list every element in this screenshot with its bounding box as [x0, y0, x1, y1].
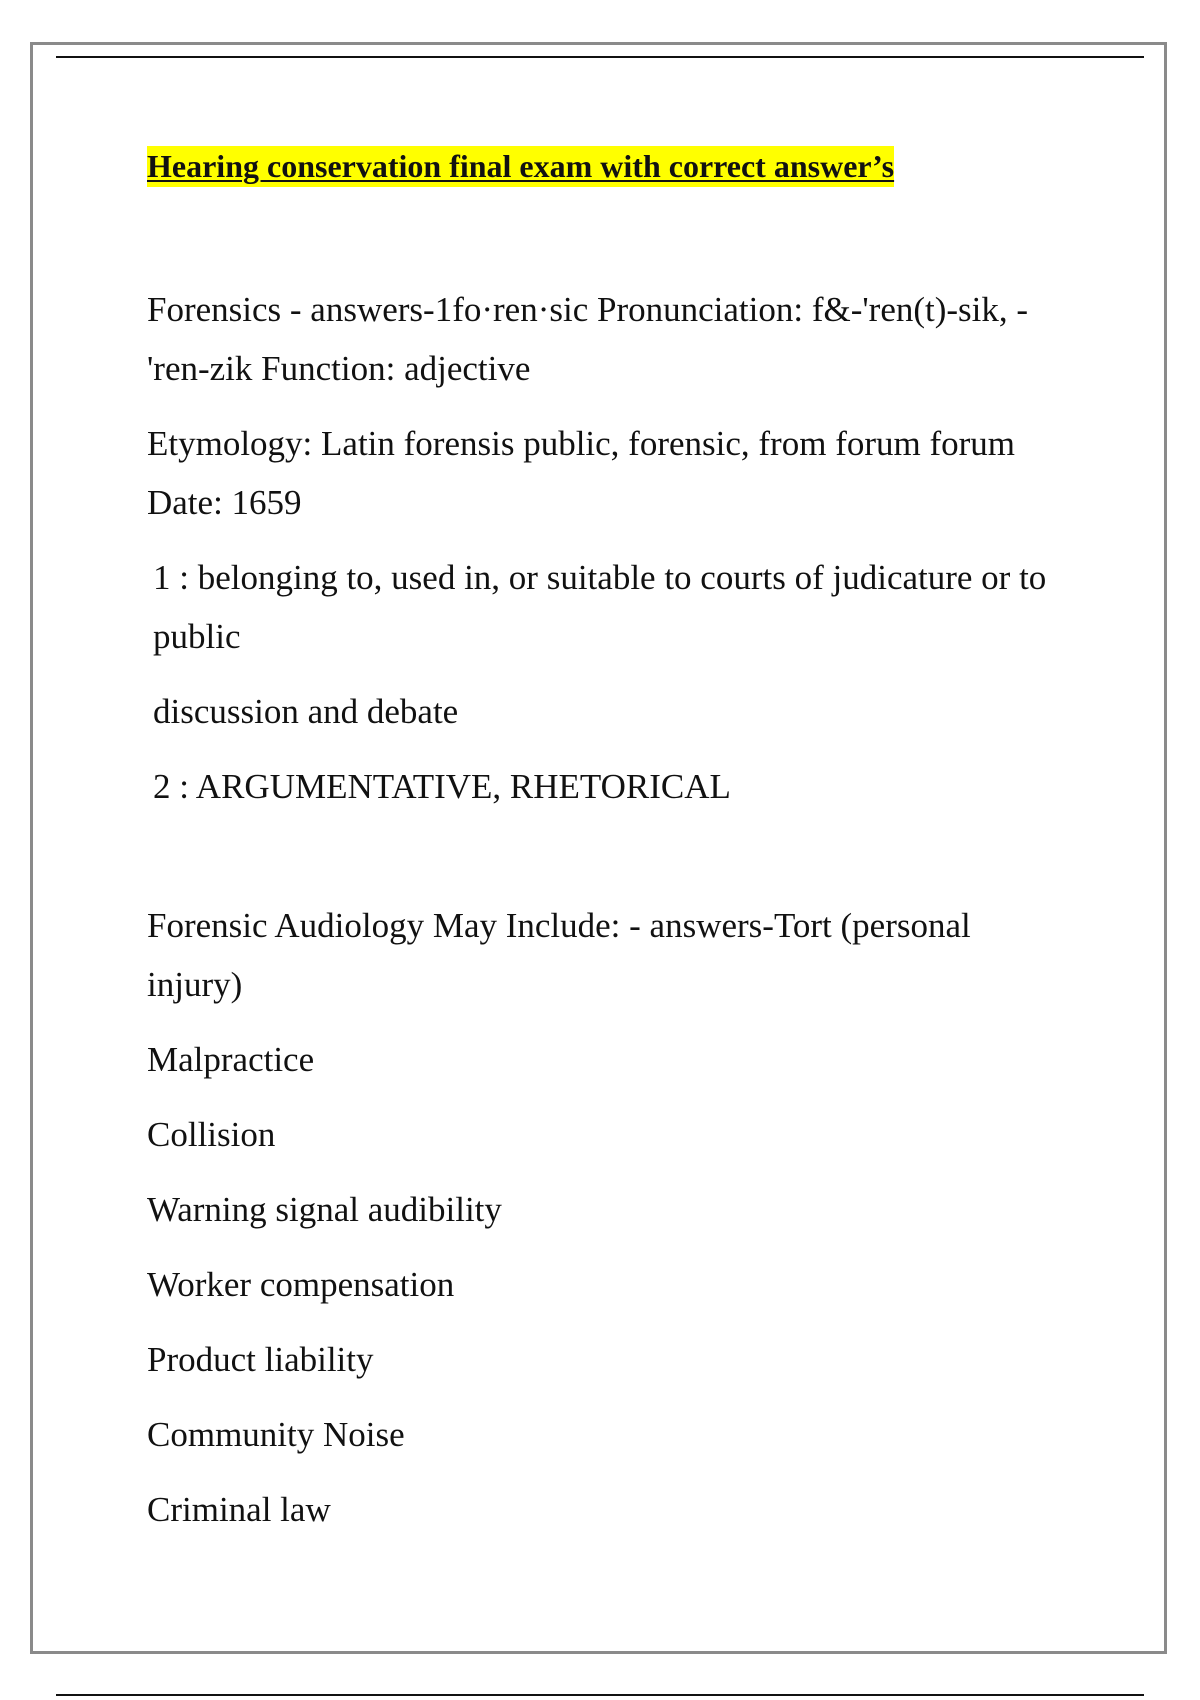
paragraph-definition-1-continued: discussion and debate	[153, 692, 459, 731]
list-item-collision: Collision	[147, 1115, 276, 1154]
paragraph-etymology: Etymology: Latin forensis public, forensic, from forum forum Date: 1659	[147, 424, 1016, 522]
list-item-worker-compensation: Worker compensation	[147, 1265, 455, 1304]
paragraph-forensics-definition: Forensics - answers-1fo·ren·sic Pronunciation: f&-'ren(t)-sik, -'ren-zik Function: adjective	[147, 290, 1029, 388]
list-item-product-liability: Product liability	[147, 1340, 374, 1379]
paragraph-definition-2: 2 : ARGUMENTATIVE, RHETORICAL	[153, 767, 731, 806]
list-item-warning-signal: Warning signal audibility	[147, 1190, 502, 1229]
list-item-criminal-law: Criminal law	[147, 1490, 331, 1529]
bottom-rule	[56, 1694, 1144, 1696]
list-item-malpractice: Malpractice	[147, 1040, 315, 1079]
paragraph-definition-1: 1 : belonging to, used in, or suitable to courts of judicature or to public	[153, 558, 1047, 656]
paragraph-forensic-audiology: Forensic Audiology May Include: - answers-Tort (personal injury)	[147, 906, 971, 1004]
list-item-community-noise: Community Noise	[147, 1415, 405, 1454]
top-rule	[56, 56, 1144, 58]
document-title	[147, 146, 894, 186]
document-title-text: Hearing conservation final exam with correct answer’s	[147, 146, 894, 187]
document-body	[147, 280, 1047, 1555]
